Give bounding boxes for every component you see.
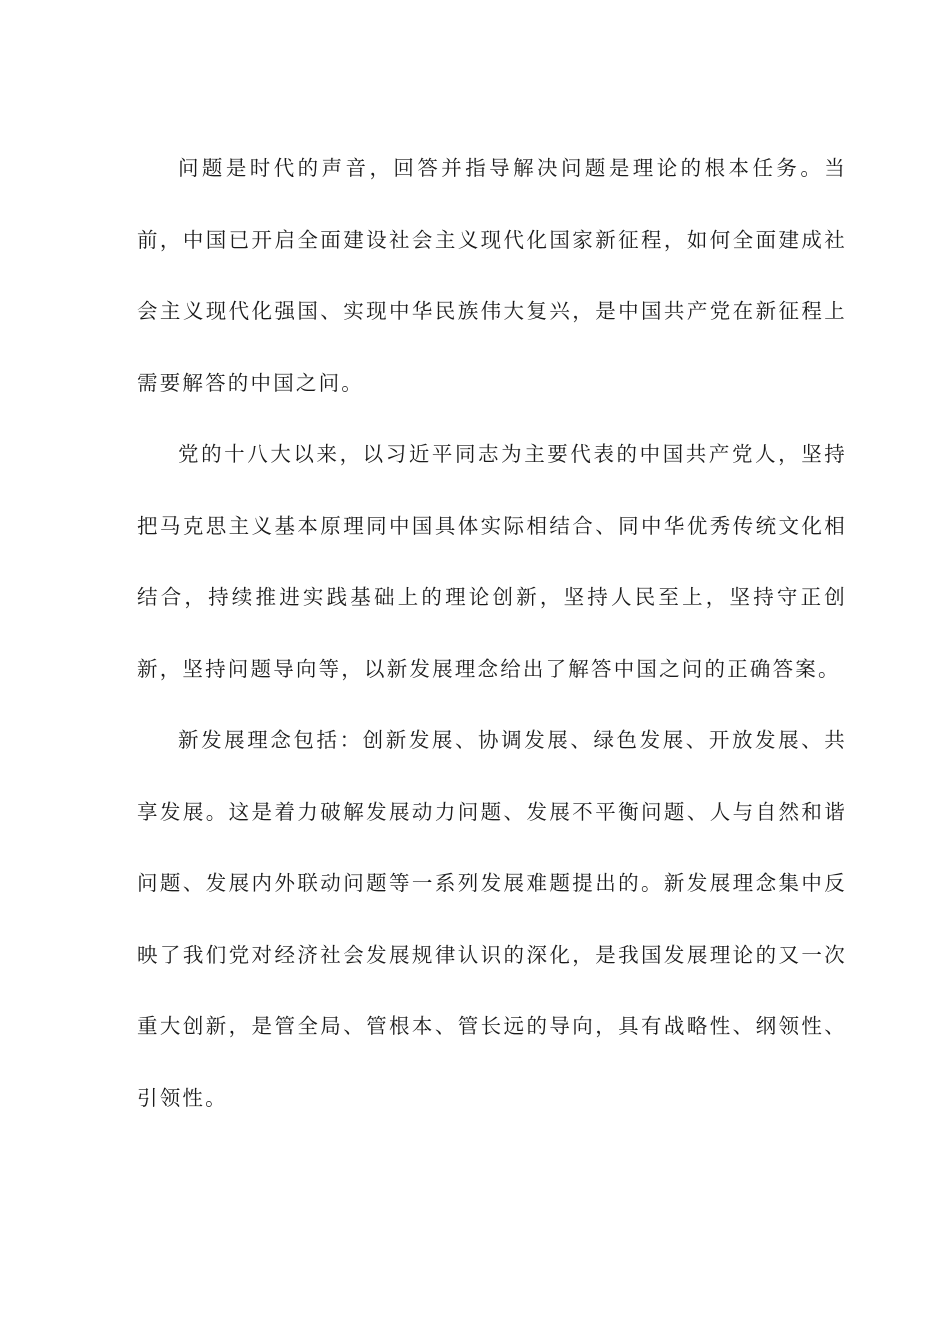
document-body <box>137 133 847 1134</box>
paragraph-3: 新发展理念包括：创新发展、协调发展、绿色发展、开放发展、共享发展。这是着力破解发展动力问题、发展不平衡问题、人与自然和谐问题、发展内外联动问题等一系列发展难题提出的。新发展理念集中反映了我们党对经济社会发展规律认识的深化，是我国发展理论的又一次重大创新，是管全局、管根本、管长远的导向，具有战略性、纲领性、引领性。 <box>137 728 847 1110</box>
paragraph-2: 党的十八大以来，以习近平同志为主要代表的中国共产党人，坚持把马克思主义基本原理同中国具体实际相结合、同中华优秀传统文化相结合，持续推进实践基础上的理论创新，坚持人民至上，坚持守正创新，坚持问题导向等，以新发展理念给出了解答中国之问的正确答案。 <box>137 442 847 681</box>
paragraph-1: 问题是时代的声音，回答并指导解决问题是理论的根本任务。当前，中国已开启全面建设社会主义现代化国家新征程，如何全面建成社会主义现代化强国、实现中华民族伟大复兴，是中国共产党在新征程上需要解答的中国之问。 <box>137 156 847 395</box>
